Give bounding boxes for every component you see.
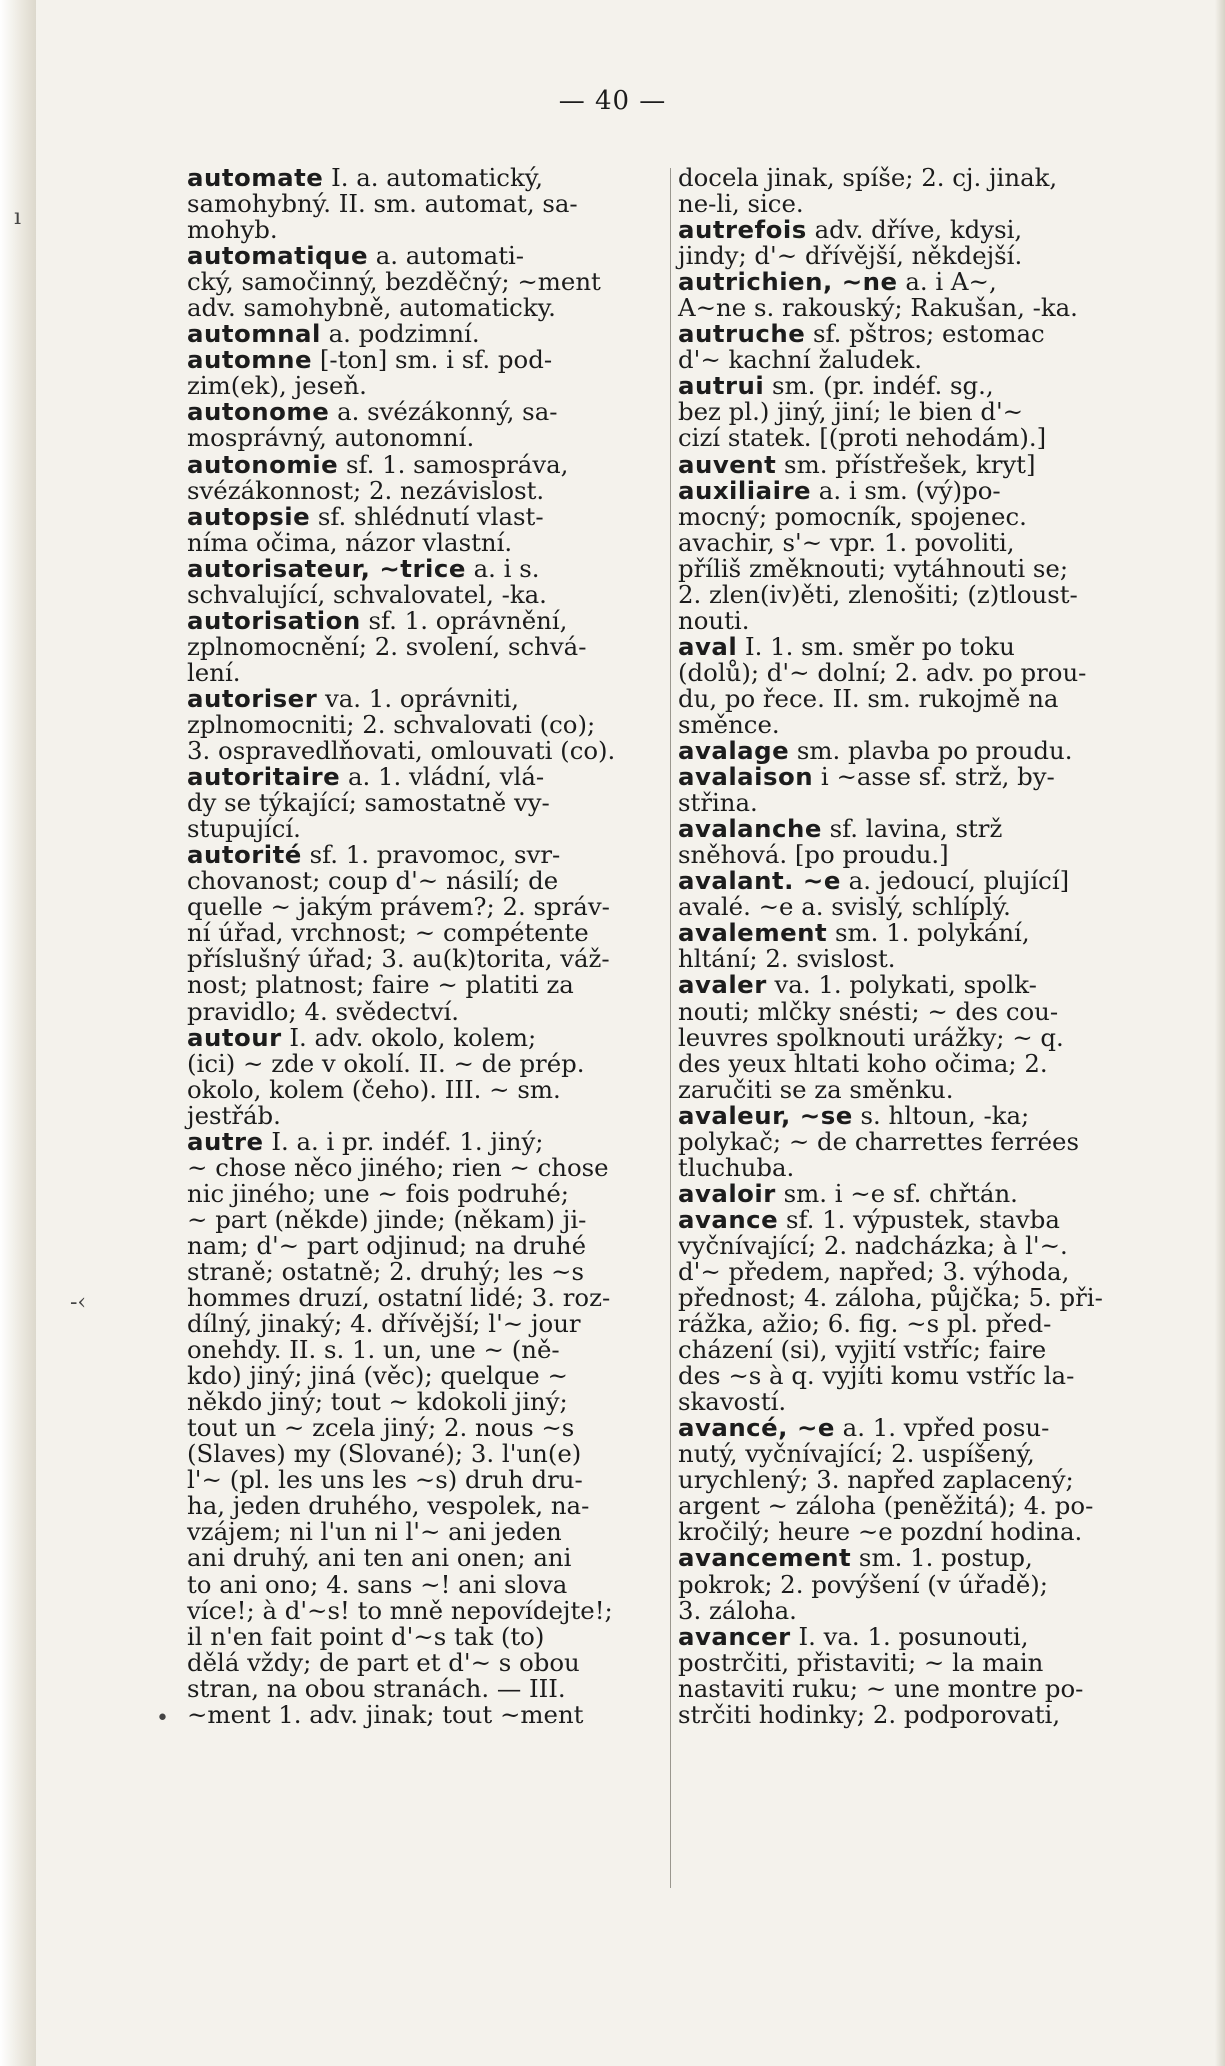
dictionary-line: autorisateur, ~trice a. i s. <box>187 553 540 583</box>
dictionary-line: nic jiného; une ~ fois podruhé; <box>187 1178 570 1208</box>
dictionary-line: automne [-ton] sm. i sf. pod- <box>187 345 553 375</box>
dictionary-line: dílný, jinaký; 4. dřívější; l'~ jour <box>187 1309 581 1339</box>
dictionary-line: avancement sm. 1. postup, <box>678 1543 1033 1573</box>
dictionary-line: autour I. adv. okolo, kolem; <box>187 1022 537 1052</box>
dictionary-line: des yeux hltati koho očima; 2. <box>678 1048 1048 1078</box>
dictionary-line: 3. záloha. <box>678 1595 797 1625</box>
right-column <box>678 165 1154 1728</box>
dictionary-line: strčiti hodinky; 2. podporovati, <box>678 1699 1061 1729</box>
dictionary-line: stupující. <box>187 814 301 844</box>
dictionary-line: bez pl.) jiný, jiní; le bien d'~ <box>678 397 1024 427</box>
dictionary-line: svézákonnost; 2. nezávislost. <box>187 475 545 505</box>
dictionary-line: mohyb. <box>187 215 278 245</box>
dictionary-line: straně; ostatně; 2. druhý; les ~s <box>187 1256 585 1286</box>
dictionary-line: vyčnívající; 2. nadcházka; à l'~. <box>678 1230 1068 1260</box>
dictionary-line: tout un ~ zcela jiný; 2. nous ~s <box>187 1413 575 1443</box>
dictionary-line: směnce. <box>678 709 780 739</box>
dictionary-line: (Slaves) my (Slované); 3. l'un(e) <box>187 1439 582 1469</box>
dictionary-line: avaloir sm. i ~e sf. chřtán. <box>678 1178 1018 1208</box>
dictionary-line: autonomie sf. 1. samospráva, <box>187 449 569 479</box>
dictionary-line: schvalující, schvalovatel, -ka. <box>187 579 547 609</box>
dictionary-line: mosprávný, autonomní. <box>187 423 475 453</box>
dictionary-line: nouti. <box>678 605 750 635</box>
dictionary-line: automate I. a. automatický, <box>187 163 544 192</box>
dictionary-line: jestřáb. <box>187 1100 281 1130</box>
dictionary-line: des ~s à q. vyjíti komu vstříc la- <box>678 1361 1075 1391</box>
dictionary-line: nouti; mlčky snésti; ~ des cou- <box>678 996 1059 1026</box>
dictionary-line: dy se týkající; samostatně vy- <box>187 788 550 818</box>
dictionary-line: ~ part (někde) jinde; (někam) ji- <box>187 1204 587 1234</box>
dictionary-line: aval I. 1. sm. směr po toku <box>678 631 1015 661</box>
dictionary-line: avalement sm. 1. polykání, <box>678 918 1030 948</box>
dictionary-line: autre I. a. i pr. indéf. 1. jiný; <box>187 1126 544 1156</box>
dictionary-line: leuvres spolknouti urážky; ~ q. <box>678 1022 1064 1052</box>
dictionary-line: automatique a. automati- <box>187 241 525 271</box>
dictionary-line: ní úřad, vrchnost; ~ compétente <box>187 918 589 948</box>
dictionary-line: (dolů); d'~ dolní; 2. adv. po prou- <box>678 657 1087 687</box>
dictionary-line: autorisation sf. 1. oprávnění, <box>187 605 568 635</box>
dictionary-line: automnal a. podzimní. <box>187 319 480 349</box>
dictionary-line: A~ne s. rakouský; Rakušan, -ka. <box>678 293 1078 323</box>
dictionary-line: ani druhý, ani ten ani onen; ani <box>187 1543 572 1573</box>
dictionary-line: ne-li, sice. <box>678 189 804 219</box>
page-edge <box>1215 0 1225 2066</box>
dictionary-line: avalage sm. plavba po proudu. <box>678 736 1073 766</box>
dictionary-line: avalanche sf. lavina, strž <box>678 814 1003 844</box>
dictionary-line: autrefois adv. dříve, kdysi, <box>678 215 1023 245</box>
dictionary-line: cký, samočinný, bezděčný; ~ment <box>187 267 601 297</box>
dictionary-line: zplnomocnění; 2. svolení, schvá- <box>187 631 587 661</box>
dictionary-line: polykač; ~ de charrettes ferrées <box>678 1126 1079 1156</box>
dictionary-line: níma očima, názor vlastní. <box>187 527 513 557</box>
dictionary-line: auvent sm. přístřešek, kryt] <box>678 449 1036 479</box>
dictionary-line: zim(ek), jeseň. <box>187 371 367 401</box>
dictionary-line: argent ~ záloha (peněžitá); 4. po- <box>678 1491 1094 1521</box>
dictionary-line: docela jinak, spíše; 2. cj. jinak, <box>678 163 1058 192</box>
dictionary-line: ha, jeden druhého, vespolek, na- <box>187 1491 590 1521</box>
dictionary-line: d'~ předem, napřed; 3. výhoda, <box>678 1256 1070 1286</box>
dictionary-line: hltání; 2. svislost. <box>678 944 896 974</box>
dictionary-line: quelle ~ jakým právem?; 2. správ- <box>187 892 610 922</box>
margin-mark: • <box>156 1706 169 1731</box>
page-number: — 40 — <box>558 86 667 116</box>
dictionary-line: stran, na obou stranách. — III. <box>187 1673 566 1703</box>
dictionary-line: cházení (si), vyjití vstříc; faire <box>678 1335 1047 1365</box>
dictionary-line: il n'en fait point d'~s tak (to) <box>187 1621 545 1651</box>
dictionary-line: více!; à d'~s! to mně nepovídejte!; <box>187 1595 613 1625</box>
dictionary-line: lení. <box>187 657 241 687</box>
dictionary-line: avancé, ~e a. 1. vpřed posu- <box>678 1413 1050 1443</box>
dictionary-line: autoritaire a. 1. vládní, vlá- <box>187 762 545 792</box>
dictionary-line: ~ment 1. adv. jinak; tout ~ment <box>187 1699 584 1729</box>
dictionary-line: autrichien, ~ne a. i A~, <box>678 267 997 297</box>
dictionary-line: avaler va. 1. polykati, spolk- <box>678 970 1037 1000</box>
dictionary-line: samohybný. II. sm. automat, sa- <box>187 189 578 219</box>
dictionary-line: avachir, s'~ vpr. 1. povoliti, <box>678 527 1015 557</box>
dictionary-line: avaleur, ~se s. hltoun, -ka; <box>678 1100 1030 1130</box>
dictionary-line: pravidlo; 4. svědectví. <box>187 996 460 1026</box>
dictionary-line: sněhová. [po proudu.] <box>678 840 949 870</box>
dictionary-line: okolo, kolem (čeho). III. ~ sm. <box>187 1074 561 1104</box>
dictionary-line: chovanost; coup d'~ násilí; de <box>187 866 559 896</box>
dictionary-line: ~ chose něco jiného; rien ~ chose <box>187 1152 609 1182</box>
dictionary-line: nutý, vyčnívající; 2. uspíšený, <box>678 1439 1035 1469</box>
dictionary-line: kročilý; heure ~e pozdní hodina. <box>678 1517 1083 1547</box>
dictionary-line: nastaviti ruku; ~ une montre po- <box>678 1673 1084 1703</box>
dictionary-line: auxiliaire a. i sm. (vý)po- <box>678 475 1001 505</box>
dictionary-line: adv. samohybně, automaticky. <box>187 293 556 323</box>
dictionary-line: autorité sf. 1. pravomoc, svr- <box>187 840 561 870</box>
dictionary-line: du, po řece. II. sm. rukojmě na <box>678 683 1059 713</box>
dictionary-line: mocný; pomocník, spojenec. <box>678 501 1027 531</box>
dictionary-line: zaručiti se za směnku. <box>678 1074 954 1104</box>
dictionary-line: autrui sm. (pr. indéf. sg., <box>678 371 994 401</box>
dictionary-line: jindy; d'~ dřívější, někdejší. <box>678 241 1023 271</box>
dictionary-line: nam; d'~ part odjinud; na druhé <box>187 1230 587 1260</box>
dictionary-line: avalant. ~e a. jedoucí, plující] <box>678 866 1070 896</box>
page-gutter <box>0 0 36 2066</box>
dictionary-line: 2. zlen(iv)ěti, zlenošiti; (z)tloust- <box>678 579 1078 609</box>
dictionary-line: autonome a. svézákonný, sa- <box>187 397 558 427</box>
dictionary-line: rážka, ažio; 6. fig. ~s pl. před- <box>678 1309 1052 1339</box>
dictionary-line: d'~ kachní žaludek. <box>678 345 922 375</box>
dictionary-line: autruche sf. pštros; estomac <box>678 319 1045 349</box>
dictionary-line: autoriser va. 1. oprávniti, <box>187 683 519 713</box>
left-column <box>187 165 647 1728</box>
dictionary-line: střina. <box>678 788 758 818</box>
dictionary-line: onehdy. II. s. 1. un, une ~ (ně- <box>187 1335 560 1365</box>
dictionary-line: hommes druzí, ostatní lidé; 3. roz- <box>187 1283 611 1313</box>
dictionary-line: 3. ospravedlňovati, omlouvati (co). <box>187 736 616 766</box>
margin-mark: -‹ <box>70 1290 87 1315</box>
dictionary-line: přednost; 4. záloha, půjčka; 5. při- <box>678 1283 1103 1313</box>
dictionary-line: vzájem; ni l'un ni l'~ ani jeden <box>187 1517 562 1547</box>
dictionary-line: tluchuba. <box>678 1152 795 1182</box>
dictionary-line: cizí statek. [(proti nehodám).] <box>678 423 1047 453</box>
dictionary-line: avancer I. va. 1. posunouti, <box>678 1621 1029 1651</box>
dictionary-line: pokrok; 2. povýšení (v úřadě); <box>678 1569 1049 1599</box>
margin-mark: ı <box>14 205 22 230</box>
dictionary-line: urychlený; 3. napřed zaplacený; <box>678 1465 1074 1495</box>
dictionary-line: postrčiti, přistaviti; ~ la main <box>678 1647 1044 1677</box>
dictionary-line: avance sf. 1. výpustek, stavba <box>678 1204 1060 1234</box>
dictionary-line: příliš změknouti; vytáhnouti se; <box>678 553 1069 583</box>
dictionary-line: avalaison i ~asse sf. strž, by- <box>678 762 1055 792</box>
dictionary-line: (ici) ~ zde v okolí. II. ~ de prép. <box>187 1048 585 1078</box>
dictionary-line: autopsie sf. shlédnutí vlast- <box>187 501 544 531</box>
dictionary-line: to ani ono; 4. sans ~! ani slova <box>187 1569 568 1599</box>
dictionary-line: zplnomocniti; 2. schvalovati (co); <box>187 709 596 739</box>
column-divider <box>670 168 671 1888</box>
dictionary-line: nost; platnost; faire ~ platiti za <box>187 970 574 1000</box>
dictionary-line: avalé. ~e a. svislý, schlíplý. <box>678 892 1011 922</box>
dictionary-line: skavostí. <box>678 1387 787 1417</box>
dictionary-line: příslušný úřad; 3. au(k)torita, váž- <box>187 944 610 974</box>
dictionary-line: dělá vždy; de part et d'~ s obou <box>187 1647 580 1677</box>
dictionary-line: někdo jiný; tout ~ kdokoli jiný; <box>187 1387 568 1417</box>
dictionary-line: l'~ (pl. les uns les ~s) druh dru- <box>187 1465 583 1495</box>
dictionary-line: kdo) jiný; jiná (věc); quelque ~ <box>187 1361 568 1391</box>
